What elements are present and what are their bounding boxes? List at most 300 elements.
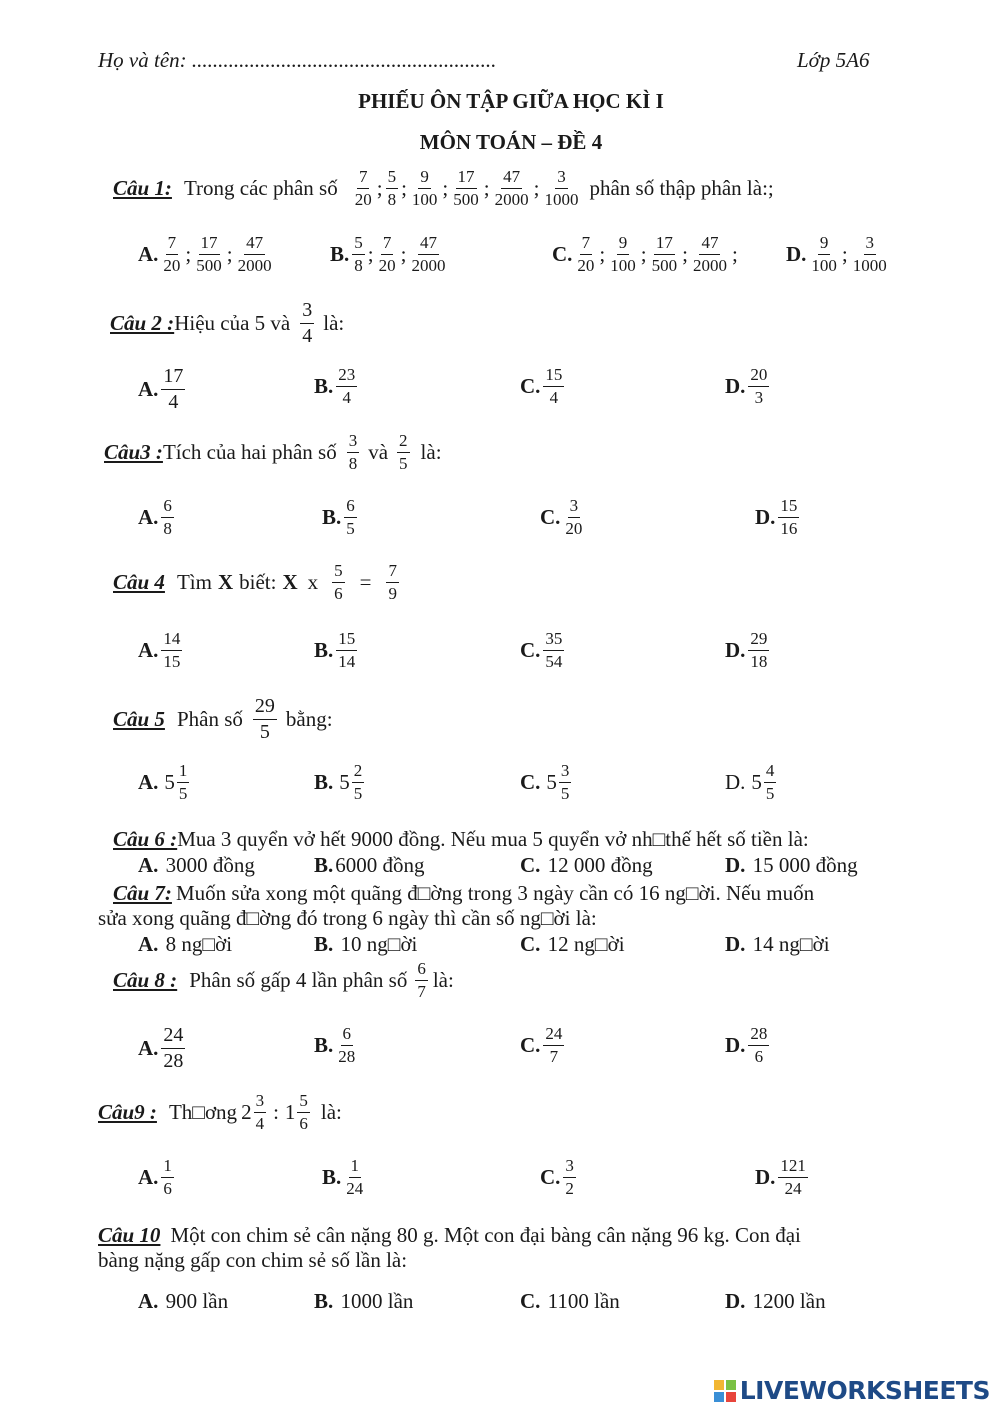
numerator: 24 [543,1025,564,1046]
denominator: 100 [411,189,438,209]
mixed-number: 2 3 4 [241,1091,265,1133]
separator: ; [400,241,407,266]
option-letter: D. [755,504,776,529]
option-letter: D. [725,1032,746,1057]
numerator: 24 [161,1025,185,1049]
denominator: 20 [378,255,396,275]
denominator: 6 [754,1046,764,1066]
whole-number: 5 [339,769,350,794]
mixed-number: 1 5 6 [284,1091,308,1133]
option-letter: A. [138,769,159,794]
option-letter: A. [138,241,159,266]
numerator: 1 [161,1157,174,1178]
denominator: 20 [354,189,372,209]
option-letter: C. [540,1164,561,1189]
numerator: 9 [418,168,431,189]
option-text: 6000 đồng [335,853,425,877]
option-letter: B. [330,241,350,266]
question-5 [113,696,333,743]
numerator: 3 [864,234,877,255]
question-10 [98,1223,801,1248]
question-tail: là: [432,967,454,992]
numerator: 17 [456,168,477,189]
fraction [194,234,224,275]
question-label: Câu 5 [113,707,165,731]
denominator: 5 [178,783,188,803]
denominator: 24 [346,1178,364,1198]
numerator: 6 [341,1025,354,1046]
option-text: 900 lần [160,1289,229,1313]
numerator: 29 [748,630,769,651]
option-c[interactable] [520,762,572,803]
option-a[interactable] [138,853,255,878]
numerator: 47 [699,234,720,255]
fraction [353,168,374,209]
fraction [451,168,481,209]
option-letter: C. [520,1289,541,1313]
whole-number: 5 [751,769,762,794]
fraction [344,1157,365,1198]
denominator: 20 [163,255,181,275]
logo-square [714,1392,724,1402]
fraction [386,168,399,209]
numerator: 15 [336,630,357,651]
option-b[interactable] [314,366,358,407]
question-text: Th□ơng [168,1099,238,1124]
option-letter: A. [138,1164,159,1189]
denominator: 14 [338,651,356,671]
option-letter: B. [314,853,334,877]
question-text: Trong các phân số [183,175,338,200]
denominator: 5 [346,518,355,538]
numerator: 17 [161,366,185,390]
option-b[interactable] [314,1025,358,1066]
fraction [764,762,777,803]
divide-sign: : [273,1099,279,1124]
numerator: 3 [555,168,568,189]
fraction: $\frac{7}{9}$ [388,561,397,603]
question-label: Câu 6 : [113,827,178,851]
question-label: Câu3 : [104,439,163,464]
denominator: 5 [353,783,363,803]
option-letter: C. [520,373,541,398]
option-letter: C. [520,853,541,877]
option-a[interactable] [138,932,232,957]
denominator: 20 [565,518,583,538]
question-tail: bằng: [285,707,333,731]
option-a[interactable] [138,497,175,538]
denominator: 8 [387,189,397,209]
class-label: Lớp 5A6 [797,48,870,72]
fraction [650,234,680,275]
option-text: 10 ng□ời [335,932,418,956]
fraction [542,168,580,209]
option-letter: C. [552,241,573,266]
denominator: 28 [338,1046,356,1066]
option-text: 12 000 đồng [542,853,653,877]
fraction [748,366,769,407]
worksheet-title: PHIẾU ÔN TẬP GIỮA HỌC KÌ I [358,89,664,113]
fraction [563,497,584,538]
option-letter: D. [725,769,746,794]
question-tail: là: [323,311,345,335]
option-c[interactable] [552,234,740,275]
fraction [352,234,365,275]
logo-mark-icon [714,1380,736,1402]
logo-square [714,1380,724,1390]
denominator: 4 [168,391,179,413]
question-2 [110,300,344,347]
option-d[interactable] [725,630,770,671]
fraction [352,762,365,803]
liveworksheets-logo[interactable] [714,1376,990,1405]
separator: ; [376,175,383,200]
question-label: Câu 2 : [110,311,175,335]
option-c[interactable] [520,1025,565,1066]
option-d[interactable] [755,1157,809,1198]
option-letter: A. [138,504,159,529]
numerator: 5 [352,234,365,255]
question-text: Phân số gấp 4 lần phân số [189,967,408,992]
fraction [410,168,440,209]
option-letter: B. [314,1289,334,1313]
denominator: 15 [163,651,181,671]
numerator: 7 [580,234,593,255]
numerator: 17 [654,234,675,255]
fraction [161,630,182,671]
question-text: Tìm [176,569,212,594]
option-letter: C. [520,1032,541,1057]
numerator: 3 [568,497,581,518]
separator: ; [226,241,233,266]
worksheet-subtitle: MÔN TOÁN – ĐỀ 4 [419,130,603,154]
option-letter: A. [138,932,159,956]
separator: ; [682,241,688,266]
numerator: 5 [386,168,399,189]
question-7 [113,881,814,906]
option-c[interactable] [520,1289,620,1314]
fraction [161,1157,174,1198]
denominator: 5 [560,783,570,803]
denominator: 2000 [411,255,446,275]
option-b[interactable] [314,1289,413,1314]
option-letter: A. [138,637,159,662]
fraction [809,234,839,275]
option-b[interactable] [322,1157,366,1198]
option-a[interactable] [138,1157,175,1198]
fraction [161,366,185,413]
option-letter: D. [725,932,746,956]
numerator: 3 [563,1157,576,1178]
question-label: Câu 8 : [113,967,178,992]
fraction: 29 5 [254,695,275,743]
numerator: 47 [501,168,522,189]
logo-text: LIVEWORKSHEETS [739,1376,990,1405]
numerator: 14 [161,630,182,651]
option-c[interactable] [540,1157,577,1198]
option-d[interactable] [725,1025,770,1066]
question-text: Mua 3 quyển vở hết 9000 đồng. Nếu mua 5 quyển vở nh□thế hết số tiền là: [177,827,809,851]
question-tail: là: [320,1099,342,1124]
separator: ; [640,241,647,266]
fraction [377,234,398,275]
numerator: 7 [166,234,179,255]
numerator: 6 [344,497,357,518]
option-letter: A. [138,853,159,877]
denominator: 24 [784,1178,802,1198]
option-letter: C. [520,769,541,794]
option-letter: C. [540,504,561,529]
numerator: 17 [199,234,220,255]
option-letter: D. [725,1289,746,1313]
numerator: 28 [748,1025,769,1046]
numerator: 35 [543,630,564,651]
question-label: Câu 10 [98,1223,161,1247]
fraction [177,762,190,803]
numerator: 15 [778,497,799,518]
fraction [236,234,274,275]
fraction [161,497,174,538]
option-letter: C. [520,932,541,956]
denominator: 4 [549,387,559,407]
denominator: 5 [765,783,775,803]
option-c[interactable] [520,366,565,407]
option-letter: C. [520,637,541,662]
fraction [563,1157,576,1198]
numerator: 2 [352,762,365,783]
question-4 [113,562,400,603]
fraction [851,234,889,275]
logo-square [726,1392,736,1402]
numerator: 4 [764,762,777,783]
question-text: Tích của hai phân số [162,439,337,464]
denominator: 100 [811,255,837,275]
option-b[interactable] [314,853,425,878]
question-text: Muốn sửa xong một quãng đ□ờng trong 3 ngày cần có 16 ng□ời. Nếu muốn [175,881,815,905]
separator: ; [731,241,738,266]
question-8 [113,960,454,1001]
fraction: 6 7 [417,959,426,1001]
option-text: 12 ng□ời [542,932,625,956]
option-letter: A. [138,1289,159,1313]
separator: ; [401,175,407,200]
fraction [409,234,447,275]
whole-number: 5 [546,769,557,794]
option-text: 15 000 đồng [747,853,858,877]
option-letter: D. [725,853,746,877]
fraction [161,1025,185,1072]
option-text: 14 ng□ời [747,932,830,956]
option-a[interactable] [138,366,186,413]
question-label: Câu 4 [113,569,165,594]
fraction [336,630,357,671]
option-b[interactable] [314,932,417,957]
question-label: Câu 7: [113,881,172,905]
option-b[interactable] [330,234,448,275]
numerator: 47 [244,234,265,255]
denominator: 8 [163,518,172,538]
numerator: 47 [418,234,439,255]
numerator: 3 [559,762,572,783]
denominator: 2000 [237,255,272,275]
fraction [543,1025,564,1066]
option-b[interactable] [314,762,365,803]
option-a[interactable] [138,1025,186,1072]
fraction [493,168,531,209]
whole-number: 5 [164,769,175,794]
option-letter: D. [725,637,746,662]
option-letter: B. [314,932,334,956]
numerator: 23 [336,366,357,387]
fraction: $\frac{5}{6}$ [334,561,343,603]
fraction [691,234,729,275]
question-text-continued: bàng nặng gấp con chim sẻ số lần là: [98,1248,408,1272]
option-a[interactable] [138,630,183,671]
denominator: 100 [610,255,636,275]
fraction [161,234,182,275]
fraction [559,762,572,803]
denominator: 8 [354,255,363,275]
option-letter: D. [786,241,807,266]
denominator: 20 [577,255,595,275]
denominator: 2 [565,1178,574,1198]
separator: ; [483,175,490,200]
fraction [336,1025,357,1066]
question-9 [98,1092,342,1133]
denominator: 500 [453,189,479,209]
equals-sign: = [359,569,372,594]
option-c[interactable] [520,932,625,957]
multiply-sign: x [307,569,319,594]
question-6 [113,827,809,852]
numerator: 6 [161,497,174,518]
separator: ; [185,241,192,266]
numerator: 7 [357,168,370,189]
fraction [344,497,357,538]
separator: ; [841,241,848,266]
denominator: 2000 [692,255,727,275]
option-letter: B. [322,504,342,529]
option-a[interactable] [138,234,275,275]
option-text: 1000 lần [335,1289,414,1313]
denominator: 4 [342,387,352,407]
option-letter: A. [138,377,159,401]
denominator: 28 [163,1050,184,1072]
fraction [748,630,769,671]
option-c[interactable] [540,497,585,538]
option-d[interactable] [725,1289,826,1314]
option-c[interactable] [520,630,565,671]
denominator: 500 [196,255,222,275]
option-b[interactable] [314,630,358,671]
question-text: biết: [239,569,277,594]
fraction [575,234,596,275]
fraction [778,497,799,538]
denominator: 6 [163,1178,172,1198]
option-d[interactable] [786,234,890,275]
variable: X [282,569,298,594]
option-c[interactable] [520,853,653,878]
question-tail: là: [420,439,442,464]
option-b[interactable] [322,497,358,538]
denominator: 1000 [852,255,887,275]
option-d[interactable] [725,762,777,803]
denominator: 3 [754,387,764,407]
denominator: 16 [780,518,798,538]
student-name-field: Họ và tên: .......................................................... [98,48,497,72]
question-3 [104,432,442,473]
option-d[interactable] [755,497,800,538]
denominator: 1000 [544,189,579,209]
fraction [608,234,638,275]
question-1 [113,168,774,209]
numerator: 1 [349,1157,362,1178]
question-label: Câu9 : [98,1099,157,1124]
fraction [748,1025,769,1066]
logo-square [726,1380,736,1390]
numerator: 1 [177,762,190,783]
option-letter: B. [314,637,334,662]
option-text: 8 ng□ời [160,932,233,956]
option-d[interactable] [725,853,858,878]
numerator: 121 [778,1157,808,1178]
variable: X [217,569,234,594]
fraction [336,366,357,407]
question-text-continued: sửa xong quãng đ□ờng đó trong 6 ngày thì cần số ng□ời là: [98,906,597,930]
option-letter: A. [138,1036,159,1060]
numerator: 15 [543,366,564,387]
numerator: 7 [381,234,394,255]
separator: ; [367,241,374,266]
fraction-list [352,168,582,209]
denominator: 54 [545,651,563,671]
option-letter: B. [314,769,334,794]
denominator: 2000 [494,189,529,209]
separator: ; [533,175,540,200]
conjunction: và [368,439,389,464]
fraction [543,630,564,671]
option-letter: B. [314,373,334,398]
fraction: 2 5 [399,431,408,473]
denominator: 500 [651,255,678,275]
fraction [778,1157,808,1198]
option-letter: D. [755,1164,776,1189]
numerator: 20 [748,366,769,387]
option-text: 1100 lần [542,1289,620,1313]
separator: ; [599,241,606,266]
question-label: Câu 1: [113,175,172,200]
option-a[interactable] [138,762,190,803]
question-tail: phân số thập phân là:; [589,175,774,200]
option-text: 3000 đồng [160,853,255,877]
option-letter: B. [314,1032,334,1057]
option-text: 1200 lần [747,1289,826,1313]
separator: ; [442,175,449,200]
fraction: 3 8 [348,431,358,473]
numerator: 9 [617,234,630,255]
fraction [543,366,564,407]
option-letter: B. [322,1164,342,1189]
option-d[interactable] [725,932,830,957]
denominator: 18 [750,651,768,671]
option-d[interactable] [725,366,770,407]
option-letter: D. [725,373,746,398]
fraction: 3 4 [302,299,313,347]
option-a[interactable] [138,1289,228,1314]
numerator: 9 [818,234,831,255]
denominator: 7 [549,1046,559,1066]
question-text: Một con chim sẻ cân nặng 80 g. Một con đại bàng cân nặng 96 kg. Con đại [170,1223,801,1247]
